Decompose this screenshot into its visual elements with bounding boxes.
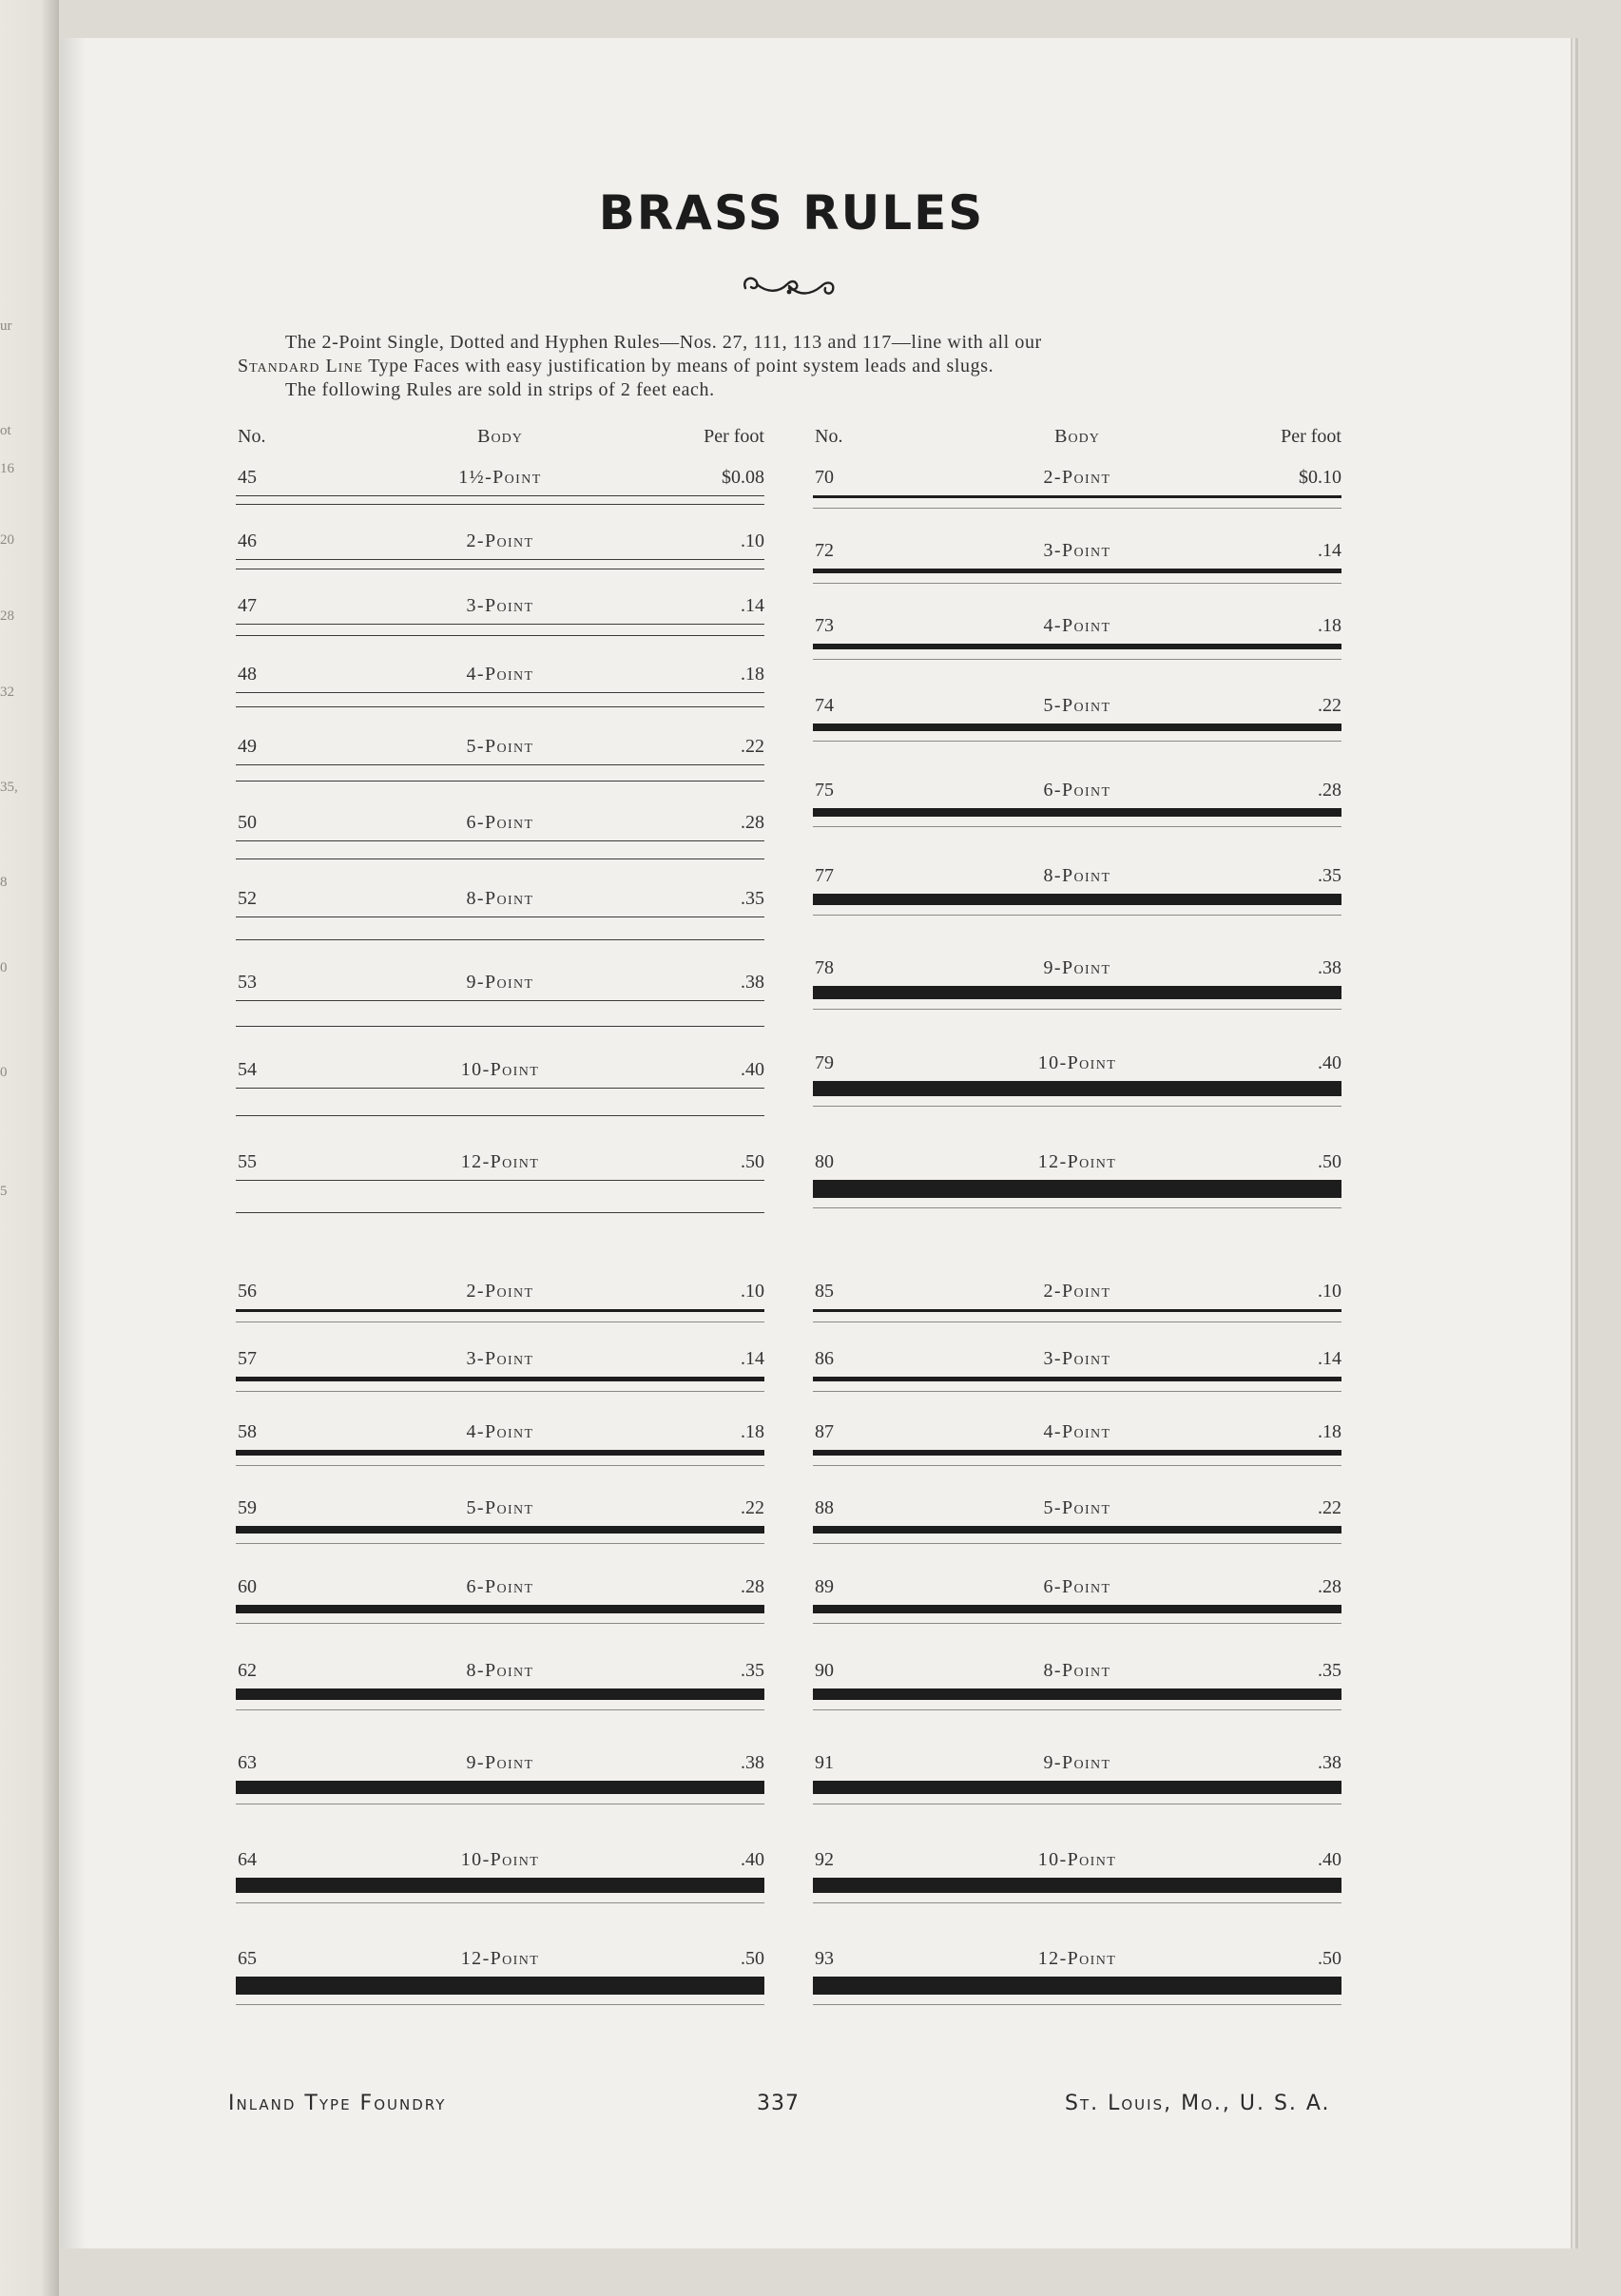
- rule-body: 6-Point: [466, 1576, 534, 1597]
- intro-line-3: The following Rules are sold in strips of 2 feet each.: [285, 379, 715, 400]
- rule-base-line: [813, 1391, 1341, 1392]
- rule-number: 92: [815, 1849, 834, 1870]
- rule-number: 74: [815, 695, 834, 716]
- rule-body: 3-Point: [1043, 540, 1111, 561]
- rule-body: 12-Point: [460, 1151, 540, 1172]
- column-header: [236, 426, 764, 453]
- rule-number: 80: [815, 1151, 834, 1172]
- rule-body: 4-Point: [1043, 615, 1111, 636]
- rule-price: .35: [1318, 1660, 1341, 1681]
- rule-price: .28: [1318, 780, 1341, 801]
- rule-price: .28: [741, 1576, 764, 1597]
- rule-price: .14: [741, 1348, 764, 1369]
- brass-rule-sample: [236, 840, 764, 859]
- rule-price: .40: [1318, 1849, 1341, 1870]
- rule-body: 10-Point: [1037, 1052, 1117, 1073]
- rule-body: 12-Point: [1037, 1151, 1117, 1172]
- rule-price: .10: [741, 531, 764, 551]
- rule-body: 3-Point: [466, 1348, 534, 1369]
- rule-body: 5-Point: [466, 1497, 534, 1518]
- rule-body: 4-Point: [466, 1421, 534, 1442]
- rule-price: .50: [1318, 1948, 1341, 1969]
- intro-paragraph: [238, 331, 1342, 402]
- rule-price: .40: [1318, 1052, 1341, 1073]
- brass-rule-sample: [813, 1605, 1341, 1613]
- rule-number: 65: [238, 1948, 257, 1969]
- header-price: Per foot: [704, 426, 764, 447]
- brass-rule-sample: [813, 1180, 1341, 1198]
- rule-number: 87: [815, 1421, 834, 1442]
- rule-body: 6-Point: [1043, 780, 1111, 801]
- brass-rule-sample: [813, 808, 1341, 817]
- rule-number: 91: [815, 1752, 834, 1773]
- rule-price: .28: [741, 812, 764, 833]
- rule-body: 2-Point: [466, 1281, 534, 1302]
- rule-price: .40: [741, 1849, 764, 1870]
- brass-rule-sample: [813, 1309, 1341, 1312]
- rule-price: .18: [741, 1421, 764, 1442]
- rule-body: 8-Point: [466, 888, 534, 909]
- brass-rule-sample: [813, 986, 1341, 999]
- rule-number: 75: [815, 780, 834, 801]
- rule-price: .35: [741, 1660, 764, 1681]
- brass-rule-sample: [236, 692, 764, 707]
- brass-rule-sample: [813, 894, 1341, 905]
- brass-rule-sample: [813, 569, 1341, 573]
- rule-base-line: [813, 1009, 1341, 1010]
- rule-base-line: [813, 583, 1341, 584]
- rule-price: $0.08: [722, 467, 764, 488]
- rule-base-line: [236, 1709, 764, 1710]
- brass-rule-sample: [236, 1000, 764, 1027]
- facing-page-fragment: 16: [0, 461, 14, 476]
- rule-price: .18: [1318, 615, 1341, 636]
- rule-body: 3-Point: [1043, 1348, 1111, 1369]
- rule-price: .14: [1318, 540, 1341, 561]
- rule-base-line: [236, 1623, 764, 1624]
- brass-rule-sample: [813, 1526, 1341, 1534]
- rule-base-line: [813, 659, 1341, 660]
- rule-base-line: [236, 1902, 764, 1903]
- brass-rule-sample: [236, 1450, 764, 1456]
- brass-rule-sample: [813, 1450, 1341, 1456]
- intro-line-2-rest: Type Faces with easy justification by means of point system leads and slugs.: [362, 356, 994, 376]
- brass-rule-sample: [236, 1088, 764, 1116]
- rule-price: .38: [741, 1752, 764, 1773]
- rule-base-line: [813, 1543, 1341, 1544]
- brass-rule-sample: [236, 495, 764, 505]
- rule-number: 45: [238, 467, 257, 488]
- rule-body: 9-Point: [466, 1752, 534, 1773]
- rule-body: 1½-Point: [458, 467, 542, 488]
- facing-page-fragment: 20: [0, 532, 14, 548]
- brass-rule-sample: [813, 644, 1341, 649]
- rule-number: 55: [238, 1151, 257, 1172]
- brass-rule-sample: [813, 1081, 1341, 1096]
- rule-price: .50: [741, 1151, 764, 1172]
- rule-base-line: [236, 1543, 764, 1544]
- rules-column-left: [236, 426, 764, 2033]
- rule-number: 78: [815, 957, 834, 978]
- facing-page-fragment: 0: [0, 1065, 8, 1080]
- standard-line-text: Standard Line: [238, 356, 363, 376]
- brass-rule-sample: [236, 916, 764, 940]
- rule-price: .10: [1318, 1281, 1341, 1302]
- rule-body: 6-Point: [1043, 1576, 1111, 1597]
- rule-number: 90: [815, 1660, 834, 1681]
- rule-number: 59: [238, 1497, 257, 1518]
- rule-price: .22: [741, 736, 764, 757]
- rule-body: 8-Point: [1043, 1660, 1111, 1681]
- rule-price: .38: [741, 972, 764, 993]
- rule-price: .35: [1318, 865, 1341, 886]
- rule-number: 50: [238, 812, 257, 833]
- rule-price: .10: [741, 1281, 764, 1302]
- rule-base-line: [236, 1391, 764, 1392]
- rule-number: 47: [238, 595, 257, 616]
- intro-line-1: The 2-Point Single, Dotted and Hyphen Rules—Nos. 27, 111, 113 and 117—line with all our: [285, 332, 1042, 353]
- brass-rule-sample: [813, 1977, 1341, 1995]
- rule-body: 5-Point: [1043, 695, 1111, 716]
- column-header: [813, 426, 1341, 453]
- rule-price: .50: [741, 1948, 764, 1969]
- rule-number: 70: [815, 467, 834, 488]
- brass-rule-sample: [236, 559, 764, 569]
- brass-rule-sample: [813, 1781, 1341, 1794]
- brass-rule-sample: [236, 1688, 764, 1700]
- rule-number: 60: [238, 1576, 257, 1597]
- brass-rule-sample: [813, 1688, 1341, 1700]
- rule-number: 93: [815, 1948, 834, 1969]
- rule-price: .38: [1318, 1752, 1341, 1773]
- rule-body: 10-Point: [1037, 1849, 1117, 1870]
- rule-base-line: [813, 1465, 1341, 1466]
- brass-rule-sample: [813, 1377, 1341, 1381]
- rule-body: 9-Point: [466, 972, 534, 993]
- rule-body: 12-Point: [460, 1948, 540, 1969]
- brass-rule-sample: [236, 764, 764, 781]
- rule-number: 46: [238, 531, 257, 551]
- rule-price: .22: [741, 1497, 764, 1518]
- rule-price: .22: [1318, 695, 1341, 716]
- brass-rule-sample: [236, 1878, 764, 1893]
- facing-page-fragment: 32: [0, 685, 14, 700]
- rule-body: 4-Point: [1043, 1421, 1111, 1442]
- brass-rule-sample: [236, 1781, 764, 1794]
- rule-price: .18: [1318, 1421, 1341, 1442]
- rule-number: 77: [815, 865, 834, 886]
- rule-base-line: [236, 2004, 764, 2005]
- rule-base-line: [813, 915, 1341, 916]
- rule-base-line: [813, 741, 1341, 742]
- brass-rule-sample: [236, 624, 764, 636]
- page-number: 337: [757, 2092, 800, 2115]
- flourish-ornament-icon: [740, 269, 839, 301]
- facing-page-edge: [0, 0, 59, 2296]
- rule-number: 88: [815, 1497, 834, 1518]
- rule-body: 6-Point: [466, 812, 534, 833]
- rule-number: 89: [815, 1576, 834, 1597]
- brass-rule-sample: [236, 1526, 764, 1534]
- rule-body: 8-Point: [1043, 865, 1111, 886]
- rule-price: .38: [1318, 957, 1341, 978]
- rule-body: 4-Point: [466, 664, 534, 685]
- footer-foundry: Inland Type Foundry: [228, 2092, 447, 2115]
- brass-rule-sample: [236, 1977, 764, 1995]
- rule-number: 79: [815, 1052, 834, 1073]
- rule-body: 9-Point: [1043, 957, 1111, 978]
- rule-number: 53: [238, 972, 257, 993]
- facing-page-fragment: 35,: [0, 780, 18, 795]
- page-title: BRASS RULES: [598, 185, 985, 241]
- rule-base-line: [813, 508, 1341, 509]
- rule-number: 52: [238, 888, 257, 909]
- rule-number: 48: [238, 664, 257, 685]
- facing-page-fragment: ur: [0, 318, 12, 334]
- rule-base-line: [813, 2004, 1341, 2005]
- footer-location: St. Louis, Mo., U. S. A.: [1065, 2092, 1331, 2115]
- header-body: Body: [477, 426, 523, 447]
- brass-rule-sample: [236, 1605, 764, 1613]
- rule-base-line: [813, 1106, 1341, 1107]
- rule-number: 49: [238, 736, 257, 757]
- rule-body: 5-Point: [1043, 1497, 1111, 1518]
- brass-rule-sample: [813, 495, 1341, 498]
- rule-base-line: [813, 826, 1341, 827]
- facing-page-fragment: 8: [0, 875, 8, 890]
- rule-body: 5-Point: [466, 736, 534, 757]
- rule-number: 72: [815, 540, 834, 561]
- brass-rule-sample: [813, 1878, 1341, 1893]
- rule-base-line: [813, 1709, 1341, 1710]
- facing-page-fragment: 5: [0, 1184, 8, 1199]
- header-price: Per foot: [1281, 426, 1341, 447]
- header-no: No.: [815, 426, 843, 447]
- brass-rule-sample: [236, 1309, 764, 1312]
- rule-number: 58: [238, 1421, 257, 1442]
- facing-page-fragment: ot: [0, 423, 11, 438]
- rule-body: 3-Point: [466, 595, 534, 616]
- gutter-shadow: [61, 38, 86, 2248]
- rule-base-line: [813, 1623, 1341, 1624]
- rule-body: 10-Point: [460, 1059, 540, 1080]
- brass-rule-sample: [236, 1180, 764, 1213]
- brass-rule-sample: [236, 1377, 764, 1381]
- rule-body: 2-Point: [466, 531, 534, 551]
- rule-body: 2-Point: [1043, 467, 1111, 488]
- rule-number: 62: [238, 1660, 257, 1681]
- rule-base-line: [236, 1465, 764, 1466]
- intro-line-2: [238, 355, 1342, 378]
- rule-price: .18: [741, 664, 764, 685]
- rules-column-right: [813, 426, 1341, 2033]
- header-body: Body: [1054, 426, 1100, 447]
- rule-number: 73: [815, 615, 834, 636]
- brass-rule-sample: [813, 724, 1341, 731]
- facing-page-fragment: 0: [0, 960, 8, 975]
- rule-price: .14: [1318, 1348, 1341, 1369]
- rule-number: 85: [815, 1281, 834, 1302]
- rule-body: 9-Point: [1043, 1752, 1111, 1773]
- header-no: No.: [238, 426, 266, 447]
- rule-body: 2-Point: [1043, 1281, 1111, 1302]
- rule-body: 10-Point: [460, 1849, 540, 1870]
- rule-body: 12-Point: [1037, 1948, 1117, 1969]
- rule-price: .22: [1318, 1497, 1341, 1518]
- rule-price: $0.10: [1299, 467, 1341, 488]
- rule-price: .40: [741, 1059, 764, 1080]
- rule-price: .50: [1318, 1151, 1341, 1172]
- rule-price: .35: [741, 888, 764, 909]
- rule-base-line: [813, 1207, 1341, 1208]
- rule-number: 54: [238, 1059, 257, 1080]
- rule-number: 64: [238, 1849, 257, 1870]
- facing-page-fragment: 28: [0, 608, 14, 624]
- rule-price: .14: [741, 595, 764, 616]
- rule-number: 56: [238, 1281, 257, 1302]
- rule-price: .28: [1318, 1576, 1341, 1597]
- rule-number: 63: [238, 1752, 257, 1773]
- rule-number: 57: [238, 1348, 257, 1369]
- rule-number: 86: [815, 1348, 834, 1369]
- rule-body: 8-Point: [466, 1660, 534, 1681]
- rule-base-line: [813, 1902, 1341, 1903]
